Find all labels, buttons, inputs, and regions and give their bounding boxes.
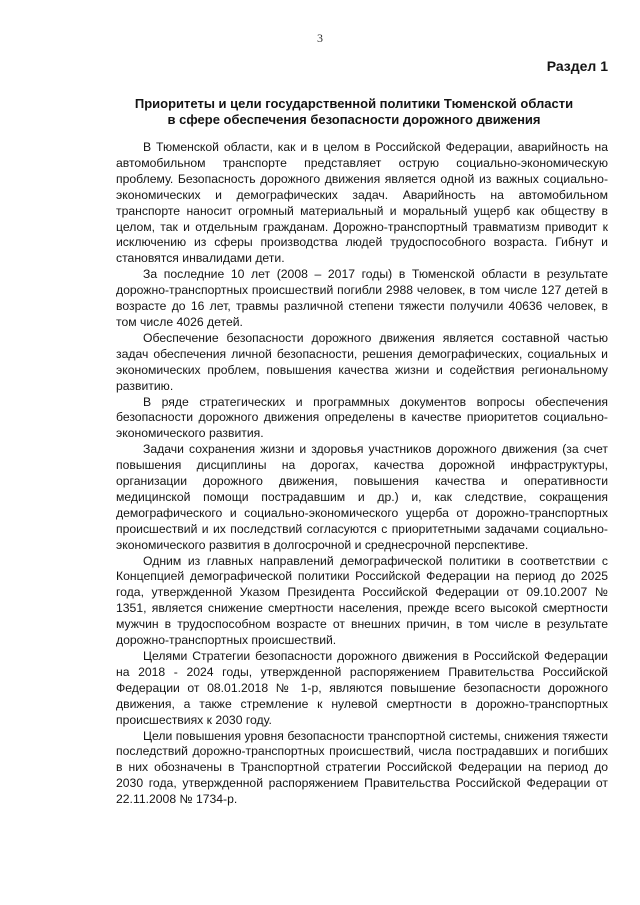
paragraph-8: Цели повышения уровня безопасности транспортной системы, снижения тяжести последствий дорожно-транспортных происшествий, числа пострадавших и погибших в них обозначены в Транспортной стратегии Российской Федерации на период до 2030 года, утвержденной распоряжением Правительства Российской Федерации от 22.11.2008 № 1734-р. — [116, 728, 608, 807]
paragraph-1: В Тюменской области, как и в целом в Российской Федерации, аварийность на автомобильном транспорте представляет острую социально-экономическую проблему. Безопасность дорожного движения является одной из важных социально-экономических и демографических задач. Аварийность на автомобильном транспорте наносит огромный материальный и моральный ущерб как обществу в целом, так и отдельным гражданам. Дорожно-транспортный травматизм приводит к исключению из сферы производства людей трудоспособного возраста. Гибнут и становятся инвалидами дети. — [116, 140, 608, 266]
paragraph-3: Обеспечение безопасности дорожного движения является составной частью задач обеспечения личной безопасности, решения демографических, социальных и экономических проблем, повышения качества жизни и содействия региональному развитию. — [116, 330, 608, 393]
page-number: 3 — [317, 31, 323, 45]
paragraph-4: В ряде стратегических и программных документов вопросы обеспечения безопасности дорожного движения определены в качестве приоритетов социально-экономического развития. — [116, 394, 608, 441]
document-body — [116, 140, 608, 808]
section-heading — [118, 96, 590, 128]
section-label: Раздел 1 — [546, 58, 608, 74]
heading-line-2: в сфере обеспечения безопасности дорожного движения — [167, 112, 541, 127]
paragraph-2: За последние 10 лет (2008 – 2017 годы) в Тюменской области в результате дорожно-транспортных происшествий погибли 2988 человек, в том числе 127 детей в возрасте до 16 лет, травмы различной степени тяжести получили 40636 человек, в том числе 4026 детей. — [116, 267, 608, 329]
heading-line-1: Приоритеты и цели государственной политики Тюменской области — [134, 96, 574, 111]
paragraph-6: Одним из главных направлений демографической политики в соответствии с Концепцией демографической политики Российской Федерации на период до 2025 года, утвержденной Указом Президента Российской Федерации от 09.10.2007 № 1351, является снижение смертности населения, прежде всего высокой смертности мужчин в трудоспособном возрасте от внешних причин, в том числе в результате дорожно-транспортных происшествий. — [116, 553, 608, 648]
paragraph-5: Задачи сохранения жизни и здоровья участников дорожного движения (за счет повышения дисциплины на дорогах, качества дорожной инфраструктуры, организации дорожного движения, повышения качества и оперативности медицинской помощи пострадавшим и др.) и, как следствие, сокращения демографического и социально-экономического ущерба от дорожно-транспортных происшествий и их последствий согласуются с приоритетными задачами социально-экономического развития в долгосрочной и среднесрочной перспективе. — [116, 442, 608, 552]
paragraph-7: Целями Стратегии безопасности дорожного движения в Российской Федерации на 2018 - 2024 годы, утвержденной распоряжением Правительства Российской Федерации от 08.01.2018 № 1-р, являются повышение безопасности дорожного движения, а также стремление к нулевой смертности в дорожно-транспортных происшествиях к 2030 году. — [116, 649, 608, 727]
